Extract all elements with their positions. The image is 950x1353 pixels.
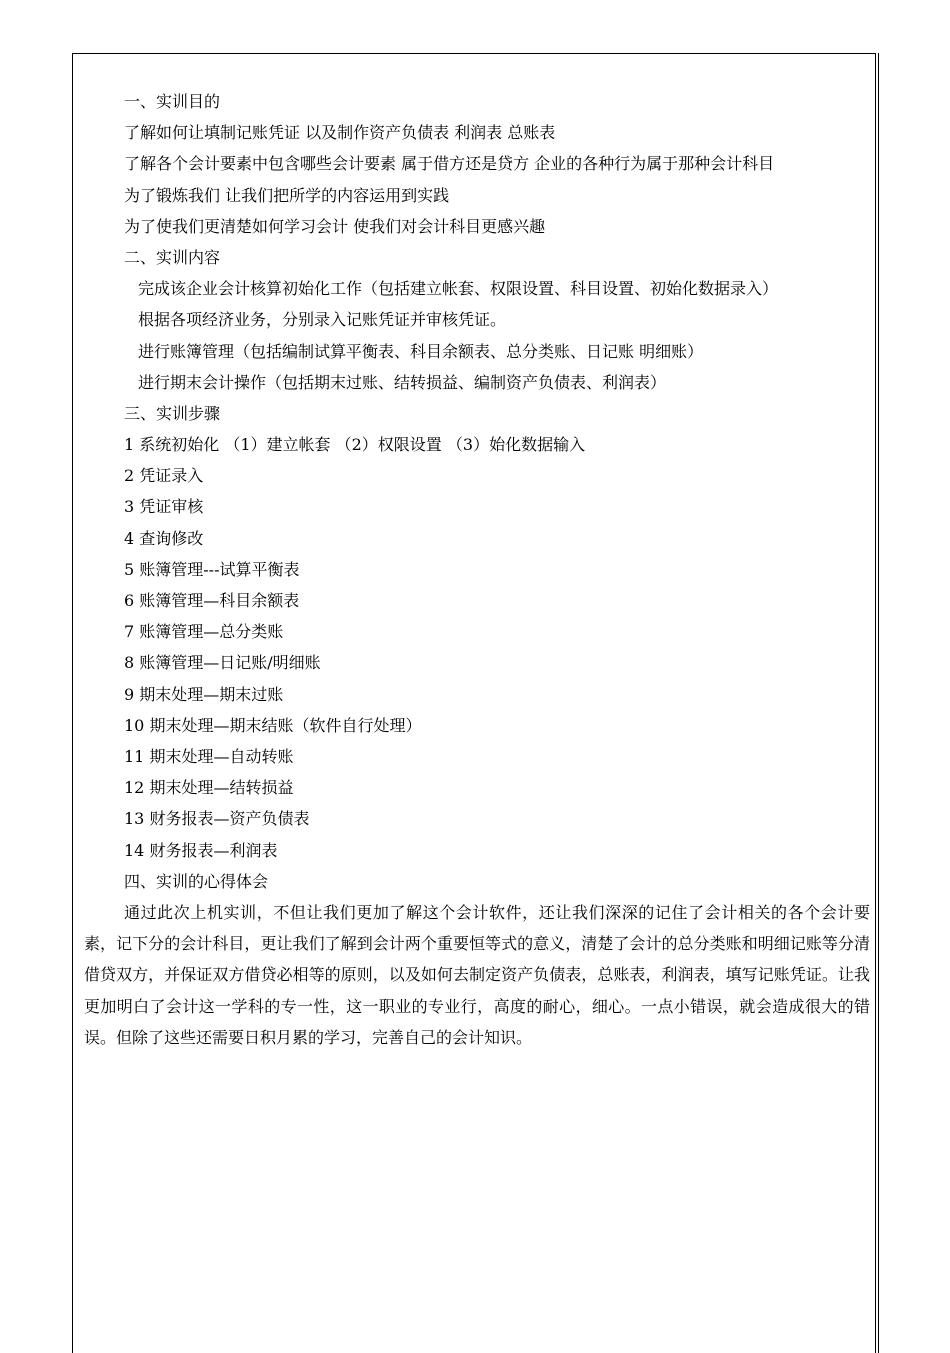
step-item: 14 财务报表—利润表: [124, 840, 278, 860]
step-item: 7 账簿管理—总分类账: [124, 622, 284, 642]
section-heading-reflection: 四、实训的心得体会: [124, 871, 269, 891]
purpose-line: 了解如何让填制记账凭证 以及制作资产负债表 利润表 总账表: [124, 123, 556, 143]
content-line: 完成该企业会计核算初始化工作（包括建立帐套、权限设置、科目设置、初始化数据录入）: [138, 279, 779, 299]
purpose-line: 了解各个会计要素中包含哪些会计要素 属于借方还是贷方 企业的各种行为属于那种会计科目: [124, 154, 775, 174]
content-line: 进行期末会计操作（包括期末过账、结转损益、编制资产负债表、利润表）: [138, 372, 667, 392]
step-item: 3 凭证审核: [124, 497, 204, 517]
step-item: 2 凭证录入: [124, 466, 204, 486]
step-item: 13 财务报表—资产负债表: [124, 809, 310, 829]
step-item: 4 查询修改: [124, 528, 204, 548]
step-item: 11 期末处理—自动转账: [124, 746, 294, 766]
reflection-paragraph: 通过此次上机实训，不但让我们更加了解这个会计软件，还让我们深深的记住了会计相关的各个会计要素，记下分的会计科目，更让我们了解到会计两个重要恒等式的意义，清楚了会计的总分类账和明细记账等分清借贷双方，并保证双方借贷必相等的原则，以及如何去制定资产负债表，总账表，利润表，填写记账凭证。让我更加明白了会计这一学科的专一性，这一职业的专业行，高度的耐心，细心。一点小错误，就会造成很大的错误。但除了这些还需要日积月累的学习，完善自己的会计知识。: [84, 902, 870, 1047]
purpose-line: 为了使我们更清楚如何学习会计 使我们对会计科目更感兴趣: [124, 216, 546, 236]
step-item: 9 期末处理—期末过账: [124, 684, 284, 704]
step-item: 6 账簿管理—科目余额表: [124, 591, 300, 611]
step-item: 1 系统初始化 （1）建立帐套 （2）权限设置 （3）始化数据输入: [124, 435, 586, 455]
step-item: 5 账簿管理---试算平衡表: [124, 559, 300, 579]
step-item: 12 期末处理—结转损益: [124, 778, 294, 798]
section-heading-purpose: 一、实训目的: [124, 92, 221, 111]
content-line: 进行账簿管理（包括编制试算平衡表、科目余额表、总分类账、日记账 明细账）: [138, 341, 704, 361]
section-heading-content: 二、实训内容: [124, 247, 221, 267]
purpose-line: 为了锻炼我们 让我们把所学的内容运用到实践: [124, 185, 450, 205]
step-item: 8 账簿管理—日记账/明细账: [124, 653, 321, 673]
content-line: 根据各项经济业务，分别录入记账凭证并审核凭证。: [138, 310, 507, 330]
step-item: 10 期末处理—期末结账（软件自行处理）: [124, 715, 422, 735]
section-heading-steps: 三、实训步骤: [124, 403, 221, 423]
table-frame-outer-border: [878, 53, 879, 1353]
document-body: [84, 86, 870, 1053]
